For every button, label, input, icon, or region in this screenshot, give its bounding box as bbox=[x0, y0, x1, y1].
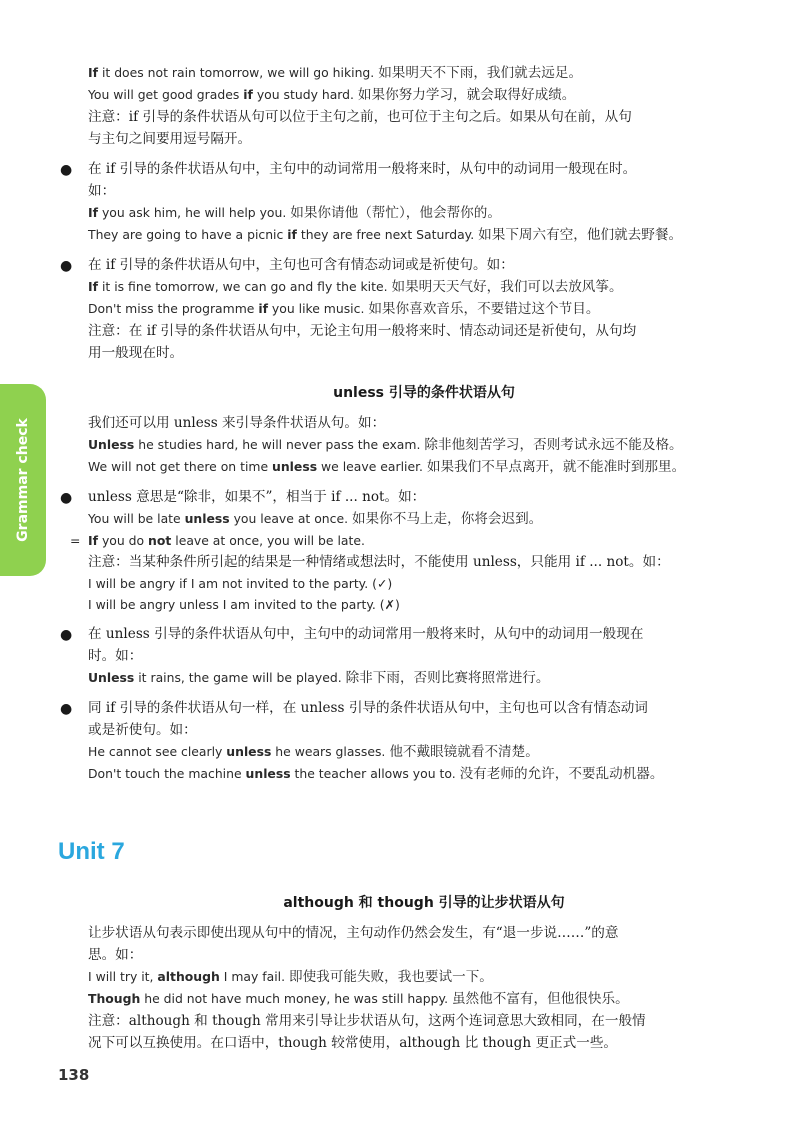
note-text: 注意：although 和 though 常用来引导让步状语从句，这两个连词意思大致相同，在一般情 bbox=[88, 1013, 646, 1029]
bullet-item bbox=[60, 486, 760, 615]
note-text: 用一般现在时。 bbox=[88, 345, 184, 361]
equals-sign: = bbox=[70, 533, 81, 548]
unit-content bbox=[88, 874, 760, 1054]
bullet-item bbox=[60, 697, 760, 785]
bullet-text: 时。如： bbox=[88, 648, 143, 664]
bullet-text: 如： bbox=[88, 183, 116, 199]
example-line: If you ask him, he will help you. 如果你请他（帮忙），他会帮你的。 bbox=[88, 205, 501, 221]
intro-text: 我们还可以用 unless 来引导条件状语从句。如： bbox=[88, 415, 386, 431]
note-text: 况下可以互换使用。在口语中，though 较常使用，although 比 though 更正式一些。 bbox=[88, 1035, 618, 1051]
example-line: We will not get there on time unless we leave earlier. 如果我们不早点离开，就不能准时到那里。 bbox=[88, 459, 686, 475]
example-line: Unless he studies hard, he will never pass the exam. 除非他刻苦学习，否则考试永远不能及格。 bbox=[88, 437, 683, 453]
example-line: Though he did not have much money, he was still happy. 虽然他不富有，但他很快乐。 bbox=[88, 991, 629, 1007]
page-number: 138 bbox=[58, 1066, 90, 1084]
bullet-item bbox=[60, 254, 760, 364]
bullet-dot-icon: ● bbox=[60, 162, 73, 178]
bullet-text: 在 if 引导的条件状语从句中，主句中的动词常用一般将来时，从句中的动词用一般现在时。 bbox=[88, 161, 637, 177]
section-heading: although 和 though 引导的让步状语从句 bbox=[283, 895, 565, 911]
example-line: I will try it, although I may fail. 即使我可能失败，我也要试一下。 bbox=[88, 969, 493, 985]
incorrect-example: I will be angry unless I am invited to the party. (✗) bbox=[88, 597, 400, 612]
bullet-item bbox=[60, 158, 760, 246]
bullet-item bbox=[60, 623, 760, 689]
intro-text: 让步状语从句表示即使出现从句中的情况，主句动作仍然会发生，有“退一步说……”的意 bbox=[88, 925, 619, 941]
bullet-text: 在 if 引导的条件状语从句中，主句也可含有情态动词或是祈使句。如： bbox=[88, 257, 514, 273]
bullet-dot-icon: ● bbox=[60, 258, 73, 274]
note-text: 与主句之间要用逗号隔开。 bbox=[88, 131, 252, 147]
equivalent-example-line: = If you do not leave at once, you will be late. bbox=[88, 530, 760, 551]
example-line: If it is fine tomorrow, we can go and fly the kite. 如果明天天气好，我们可以去放风筝。 bbox=[88, 279, 623, 295]
example-line: You will get good grades if you study hard. 如果你努力学习，就会取得好成绩。 bbox=[88, 87, 576, 103]
note-text: 注意：if 引导的条件状语从句可以位于主句之前，也可位于主句之后。如果从句在前，从句 bbox=[88, 109, 632, 125]
example-line: You will be late unless you leave at once. 如果你不马上走，你将会迟到。 bbox=[88, 511, 543, 527]
example-line: If it does not rain tomorrow, we will go hiking. 如果明天不下雨，我们就去远足。 bbox=[88, 65, 583, 81]
bullet-text: 在 unless 引导的条件状语从句中，主句中的动词常用一般将来时，从句中的动词用一般现在 bbox=[88, 626, 644, 642]
bullet-text: unless 意思是“除非，如果不”，相当于 if ... not。如： bbox=[88, 489, 426, 505]
intro-text: 思。如： bbox=[88, 947, 143, 963]
example-line: They are going to have a picnic if they are free next Saturday. 如果下周六有空，他们就去野餐。 bbox=[88, 227, 683, 243]
bullet-dot-icon: ● bbox=[60, 701, 73, 717]
bullet-text: 同 if 引导的条件状语从句一样，在 unless 引导的条件状语从句中，主句也可以含有情态动词 bbox=[88, 700, 648, 716]
sidebar-tab-label: Grammar check bbox=[15, 418, 31, 542]
section-heading: unless 引导的条件状语从句 bbox=[333, 385, 515, 401]
bullet-dot-icon: ● bbox=[60, 627, 73, 643]
bullet-dot-icon: ● bbox=[60, 490, 73, 506]
example-line: He cannot see clearly unless he wears glasses. 他不戴眼镜就看不清楚。 bbox=[88, 744, 539, 760]
correct-example: I will be angry if I am not invited to the party. (✓) bbox=[88, 576, 393, 591]
note-text: 注意：当某种条件所引起的结果是一种情绪或想法时，不能使用 unless，只能用 if ... not。如： bbox=[88, 554, 670, 570]
bullet-text: 或是祈使句。如： bbox=[88, 722, 197, 738]
page-content bbox=[60, 62, 760, 785]
example-line: Unless it rains, the game will be played. 除非下雨，否则比赛将照常进行。 bbox=[88, 670, 550, 686]
example-line: Don't miss the programme if you like music. 如果你喜欢音乐，不要错过这个节目。 bbox=[88, 301, 600, 317]
example-line: Don't touch the machine unless the teacher allows you to. 没有老师的允许，不要乱动机器。 bbox=[88, 766, 664, 782]
note-text: 注意：在 if 引导的条件状语从句中，无论主句用一般将来时、情态动词还是祈使句，从句均 bbox=[88, 323, 637, 339]
unit-title: Unit 7 bbox=[58, 838, 125, 865]
